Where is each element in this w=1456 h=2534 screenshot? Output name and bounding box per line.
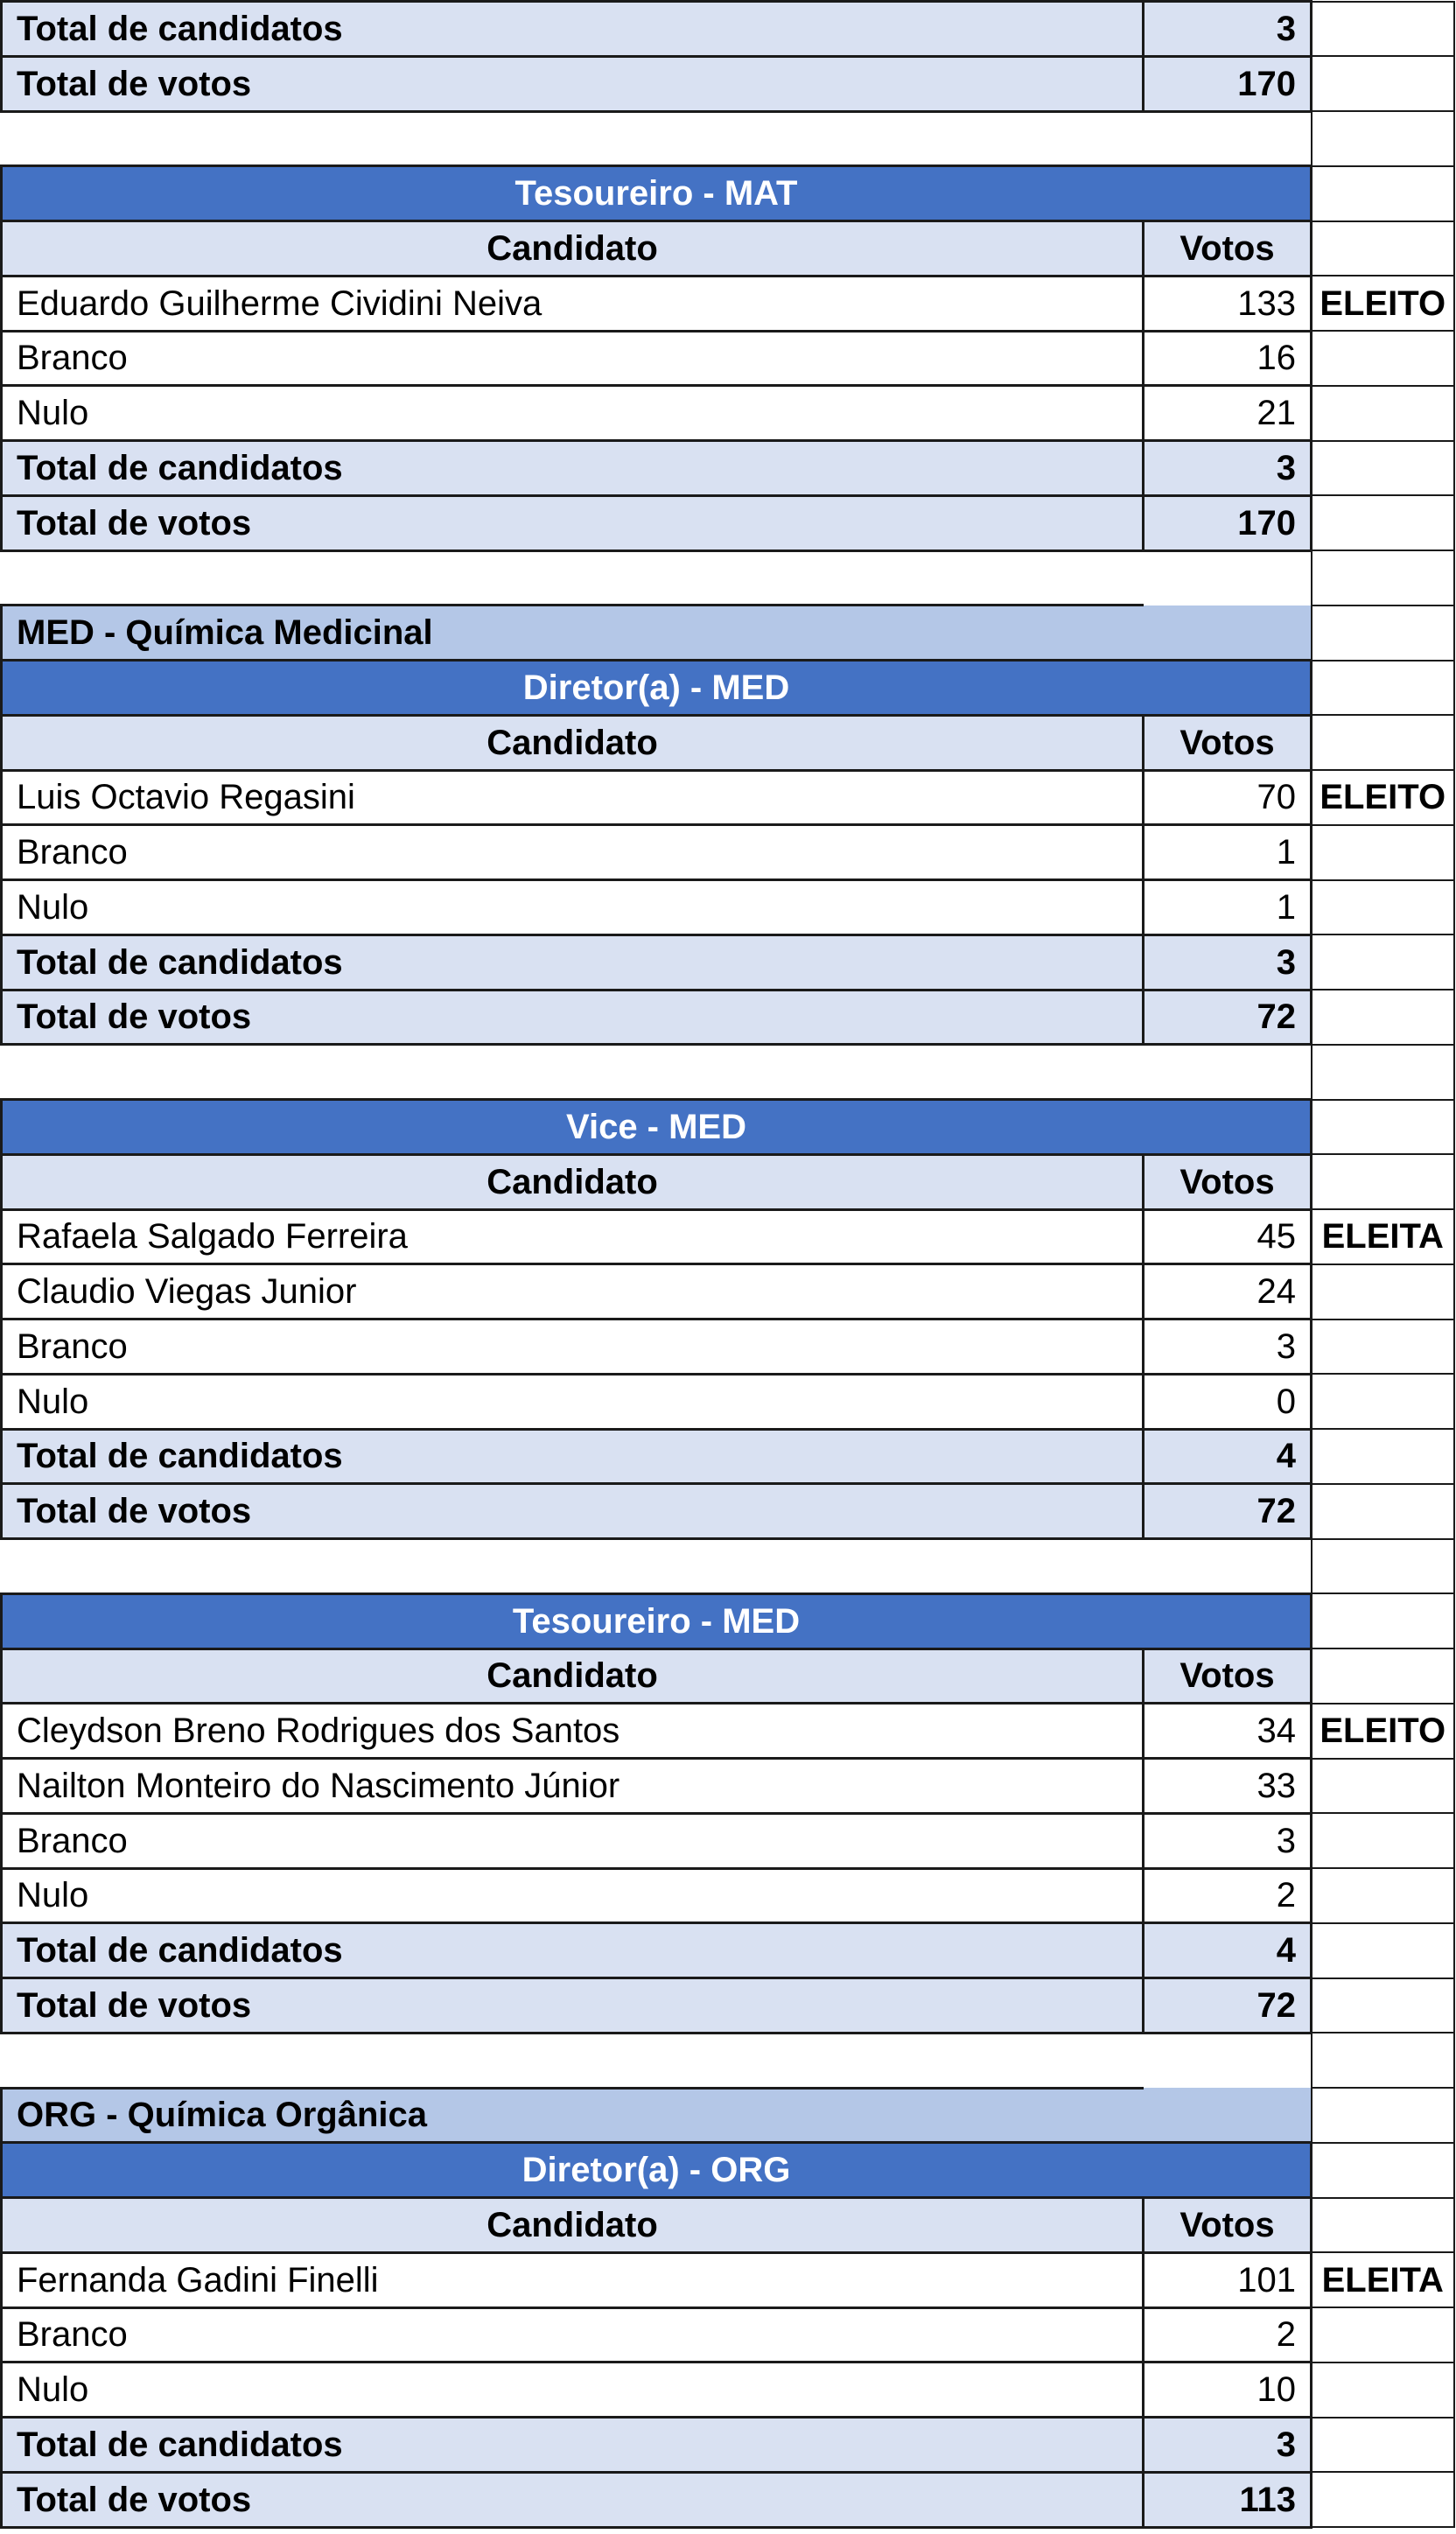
cell-total-label: Total de votos: [2, 495, 1144, 550]
cell-votes-value: 16: [1144, 331, 1312, 386]
cell-total-label: Total de candidatos: [2, 441, 1144, 496]
sheet-row: [2, 1593, 1454, 1648]
empty-cell: [2, 550, 1312, 606]
cell-votes-value: 70: [1144, 770, 1312, 825]
sheet-row: [2, 2088, 1454, 2143]
grid-cell-empty: [1312, 2143, 1454, 2198]
grid-cell-empty: [1312, 111, 1454, 166]
sheet-row: [2, 1978, 1454, 2034]
grid-cell-empty: [1312, 166, 1454, 221]
sheet-row: [2, 990, 1454, 1045]
column-header-candidato: Candidato: [2, 2198, 1144, 2253]
sheet-row: [2, 1759, 1454, 1814]
sheet-row: [2, 1045, 1454, 1100]
sheet-row: [2, 661, 1454, 716]
grid-cell-empty: [1312, 1374, 1454, 1429]
cell-votes-value: 3: [1144, 1813, 1312, 1868]
grid-cell-empty: [1312, 1320, 1454, 1375]
category-band-cell: ORG - Química Orgânica: [2, 2088, 1144, 2143]
sheet-row: [2, 1264, 1454, 1320]
cell-votes-value: 133: [1144, 276, 1312, 331]
grid-cell-empty: [1312, 2362, 1454, 2418]
cell-votes-value: 24: [1144, 1264, 1312, 1320]
grid-cell-empty: [1312, 1978, 1454, 2034]
section-title-cell: Tesoureiro - MED: [2, 1593, 1312, 1648]
cell-total-value: 113: [1144, 2472, 1312, 2527]
cell-total-label: Total de candidatos: [2, 1429, 1144, 1484]
sheet-row: [2, 2, 1454, 57]
sheet-row: [2, 1429, 1454, 1484]
grid-cell-empty: [1312, 1154, 1454, 1209]
sheet-row: [2, 495, 1454, 550]
column-header-candidato: Candidato: [2, 221, 1144, 276]
cell-candidate-name: Branco: [2, 331, 1144, 386]
cell-total-label: Total de votos: [2, 1484, 1144, 1539]
cell-candidate-name: Nulo: [2, 386, 1144, 441]
cell-total-label: Total de candidatos: [2, 1923, 1144, 1978]
sheet-row: [2, 1209, 1454, 1264]
grid-cell-empty: [1312, 1648, 1454, 1704]
cell-candidate-name: Branco: [2, 1320, 1144, 1375]
sheet-row: [2, 386, 1454, 441]
cell-candidate-name: Rafaela Salgado Ferreira: [2, 1209, 1144, 1264]
grid-cell-empty: [1312, 2472, 1454, 2527]
sheet-row: [2, 550, 1454, 606]
grid-cell-empty: [1312, 606, 1454, 661]
section-title-cell: Diretor(a) - MED: [2, 661, 1312, 716]
cell-elected-status: ELEITO: [1312, 1704, 1454, 1759]
cell-votes-value: 10: [1144, 2362, 1312, 2418]
grid-cell-empty: [1312, 221, 1454, 276]
grid-cell-empty: [1312, 1100, 1454, 1155]
cell-total-value: 72: [1144, 990, 1312, 1045]
cell-candidate-name: Nulo: [2, 2362, 1144, 2418]
sheet-row: [2, 276, 1454, 331]
cell-votes-value: 33: [1144, 1759, 1312, 1814]
cell-total-value: 72: [1144, 1484, 1312, 1539]
empty-cell: [2, 111, 1312, 166]
cell-votes-value: 3: [1144, 1320, 1312, 1375]
grid-cell-empty: [1312, 2307, 1454, 2362]
cell-total-label: Total de candidatos: [2, 934, 1144, 990]
grid-cell-empty: [1312, 1264, 1454, 1320]
grid-cell-empty: [1312, 934, 1454, 990]
sheet-row: [2, 1813, 1454, 1868]
sheet-row: [2, 56, 1454, 111]
cell-total-label: Total de votos: [2, 2472, 1144, 2527]
column-header-votos: Votos: [1144, 715, 1312, 770]
section-title-cell: Vice - MED: [2, 1100, 1312, 1155]
cell-candidate-name: Branco: [2, 825, 1144, 880]
grid-cell-empty: [1312, 386, 1454, 441]
sheet-row: [2, 2472, 1454, 2527]
column-header-candidato: Candidato: [2, 715, 1144, 770]
category-band-cell: MED - Química Medicinal: [2, 606, 1144, 661]
cell-votes-value: 34: [1144, 1704, 1312, 1759]
cell-votes-value: 2: [1144, 2307, 1312, 2362]
sheet-row: [2, 2198, 1454, 2253]
cell-votes-value: 2: [1144, 1868, 1312, 1923]
cell-total-value: 3: [1144, 2, 1312, 57]
cell-candidate-name: Nulo: [2, 1374, 1144, 1429]
sheet-row: [2, 770, 1454, 825]
grid-cell-empty: [1312, 1429, 1454, 1484]
empty-cell: [2, 1045, 1312, 1100]
cell-elected-status: ELEITA: [1312, 2252, 1454, 2307]
cell-candidate-name: Eduardo Guilherme Cividini Neiva: [2, 276, 1144, 331]
cell-votes-value: 0: [1144, 1374, 1312, 1429]
cell-votes-value: 1: [1144, 880, 1312, 935]
cell-candidate-name: Nailton Monteiro do Nascimento Júnior: [2, 1759, 1144, 1814]
cell-total-value: 3: [1144, 934, 1312, 990]
empty-cell: [2, 2033, 1312, 2088]
sheet-row: [2, 1100, 1454, 1155]
cell-total-label: Total de votos: [2, 56, 1144, 111]
cell-votes-value: 1: [1144, 825, 1312, 880]
sheet-row: [2, 441, 1454, 496]
column-header-votos: Votos: [1144, 1154, 1312, 1209]
grid-cell-empty: [1312, 1868, 1454, 1923]
grid-cell-empty: [1312, 1539, 1454, 1594]
section-title-cell: Diretor(a) - ORG: [2, 2143, 1312, 2198]
cell-total-value: 170: [1144, 56, 1312, 111]
sheet-row: [2, 1154, 1454, 1209]
cell-total-value: 170: [1144, 495, 1312, 550]
grid-cell-empty: [1312, 2088, 1454, 2143]
sheet-row: [2, 166, 1454, 221]
grid-cell-empty: [1312, 441, 1454, 496]
grid-cell-empty: [1312, 1045, 1454, 1100]
grid-cell-empty: [1312, 331, 1454, 386]
column-header-votos: Votos: [1144, 1648, 1312, 1704]
grid-cell-empty: [1312, 1923, 1454, 1978]
category-band-filler: [1144, 606, 1312, 661]
cell-total-label: Total de candidatos: [2, 2418, 1144, 2473]
grid-cell-empty: [1312, 990, 1454, 1045]
grid-cell-empty: [1312, 495, 1454, 550]
cell-total-label: Total de votos: [2, 990, 1144, 1045]
grid-cell-empty: [1312, 1484, 1454, 1539]
sheet-row: [2, 1704, 1454, 1759]
column-header-candidato: Candidato: [2, 1648, 1144, 1704]
cell-elected-status: ELEITA: [1312, 1209, 1454, 1264]
grid-cell-empty: [1312, 825, 1454, 880]
sheet-row: [2, 715, 1454, 770]
category-band-filler: [1144, 2088, 1312, 2143]
cell-total-label: Total de votos: [2, 1978, 1144, 2034]
cell-candidate-name: Cleydson Breno Rodrigues dos Santos: [2, 1704, 1144, 1759]
sheet-row: [2, 2418, 1454, 2473]
grid-cell-empty: [1312, 715, 1454, 770]
sheet-row: [2, 606, 1454, 661]
cell-elected-status: ELEITO: [1312, 770, 1454, 825]
cell-votes-value: 21: [1144, 386, 1312, 441]
grid-cell-empty: [1312, 2418, 1454, 2473]
sheet-row: [2, 880, 1454, 935]
cell-elected-status: ELEITO: [1312, 276, 1454, 331]
sheet-row: [2, 2252, 1454, 2307]
cell-total-value: 4: [1144, 1923, 1312, 1978]
sheet-row: [2, 2362, 1454, 2418]
cell-candidate-name: Fernanda Gadini Finelli: [2, 2252, 1144, 2307]
column-header-votos: Votos: [1144, 2198, 1312, 2253]
sheet-row: [2, 1320, 1454, 1375]
sheet-row: [2, 221, 1454, 276]
grid-cell-empty: [1312, 2198, 1454, 2253]
grid-cell-empty: [1312, 550, 1454, 606]
results-table-body: [2, 2, 1454, 2528]
grid-cell-empty: [1312, 1813, 1454, 1868]
cell-total-value: 72: [1144, 1978, 1312, 2034]
cell-candidate-name: Branco: [2, 2307, 1144, 2362]
cell-votes-value: 45: [1144, 1209, 1312, 1264]
grid-cell-empty: [1312, 2, 1454, 57]
section-title-cell: Tesoureiro - MAT: [2, 166, 1312, 221]
sheet-row: [2, 111, 1454, 166]
sheet-row: [2, 2307, 1454, 2362]
grid-cell-empty: [1312, 2033, 1454, 2088]
sheet-row: [2, 825, 1454, 880]
cell-candidate-name: Nulo: [2, 1868, 1144, 1923]
sheet-row: [2, 1539, 1454, 1594]
cell-total-value: 4: [1144, 1429, 1312, 1484]
grid-cell-empty: [1312, 1593, 1454, 1648]
cell-total-value: 3: [1144, 441, 1312, 496]
sheet-row: [2, 1868, 1454, 1923]
grid-cell-empty: [1312, 56, 1454, 111]
cell-total-label: Total de candidatos: [2, 2, 1144, 57]
sheet-row: [2, 2033, 1454, 2088]
column-header-candidato: Candidato: [2, 1154, 1144, 1209]
column-header-votos: Votos: [1144, 221, 1312, 276]
sheet-row: [2, 331, 1454, 386]
sheet-row: [2, 1484, 1454, 1539]
sheet-row: [2, 1374, 1454, 1429]
empty-cell: [2, 1539, 1312, 1594]
sheet-row: [2, 1648, 1454, 1704]
grid-cell-empty: [1312, 880, 1454, 935]
cell-votes-value: 101: [1144, 2252, 1312, 2307]
cell-total-value: 3: [1144, 2418, 1312, 2473]
cell-candidate-name: Luis Octavio Regasini: [2, 770, 1144, 825]
grid-cell-empty: [1312, 661, 1454, 716]
sheet-row: [2, 1923, 1454, 1978]
sheet-row: [2, 934, 1454, 990]
cell-candidate-name: Branco: [2, 1813, 1144, 1868]
sheet-row: [2, 2143, 1454, 2198]
cell-candidate-name: Claudio Viegas Junior: [2, 1264, 1144, 1320]
cell-candidate-name: Nulo: [2, 880, 1144, 935]
grid-cell-empty: [1312, 1759, 1454, 1814]
